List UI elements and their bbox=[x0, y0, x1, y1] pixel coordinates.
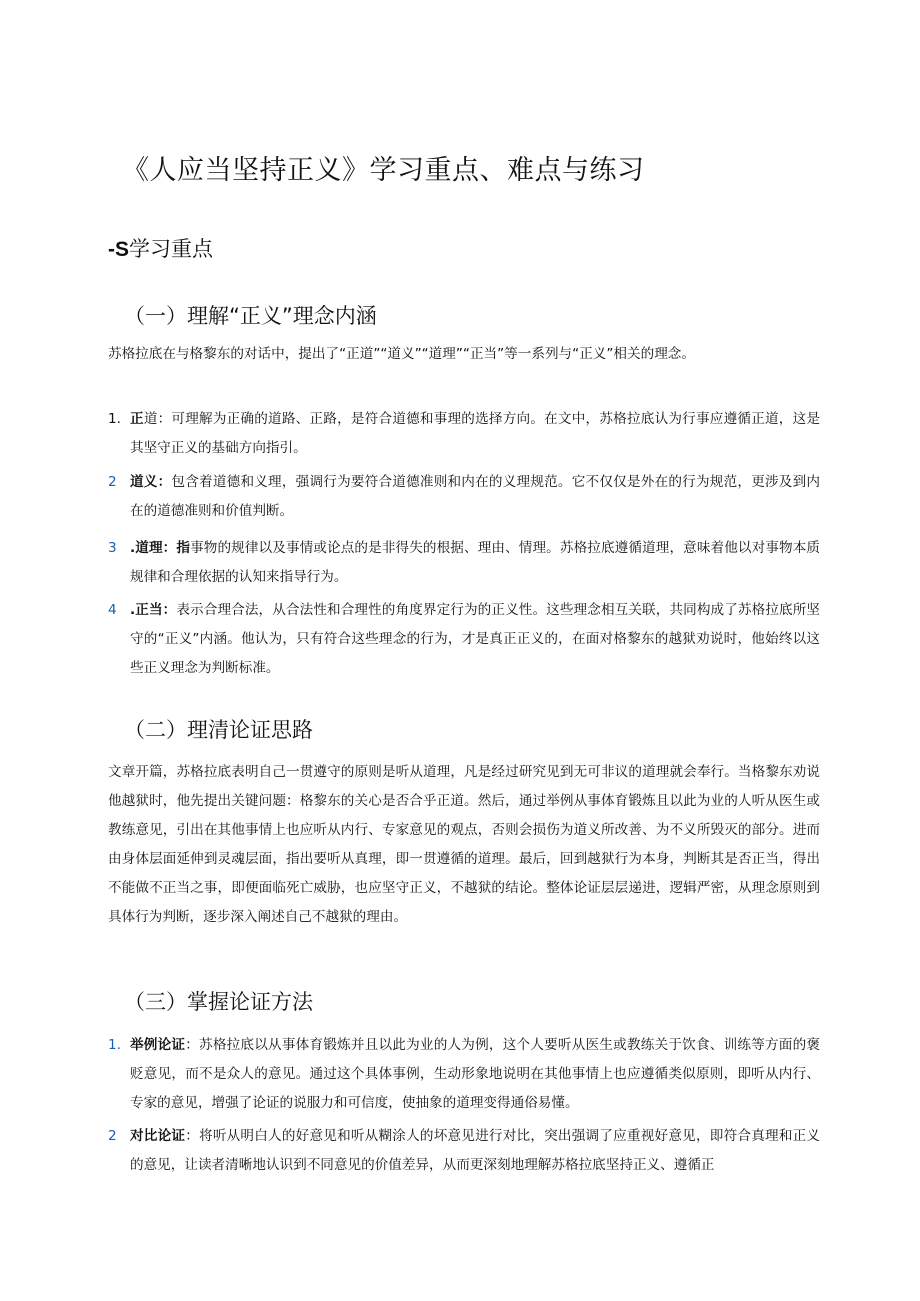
item-number: 2 bbox=[108, 474, 117, 490]
item-number: 2 bbox=[108, 1128, 117, 1144]
list-item bbox=[108, 1031, 820, 1118]
section-heading-text: 学习重点 bbox=[129, 237, 213, 261]
item-number: 1. bbox=[108, 1037, 121, 1053]
section-heading-key-points bbox=[108, 233, 213, 263]
list-item bbox=[108, 1122, 820, 1180]
list-item bbox=[108, 596, 820, 683]
item-number: 4 bbox=[108, 602, 117, 618]
list-item bbox=[108, 468, 820, 526]
item-term: 举例论证 bbox=[130, 1037, 186, 1053]
item-number: 1. bbox=[108, 411, 121, 427]
subheading-argument-logic: （二）理清论证思路 bbox=[124, 718, 313, 742]
item-term: .道理：指 bbox=[130, 540, 191, 556]
list-item bbox=[108, 534, 820, 592]
subheading-justice-concept: （一）理解“正义”理念内涵 bbox=[124, 304, 377, 328]
document-title: 《人应当坚持正义》学习重点、难点与练习 bbox=[122, 155, 645, 186]
item-text: ：苏格拉底以从事体育锻炼并且以此为业的人为例，这个人要听从医生或教练关于饮食、训练等方面的褒贬意见，而不是众人的意见。通过这个具体事例，生动形象地说明在其他事情上也应遵循类似原则，即听从内行、专家的意见，增强了论证的说服力和可信度，使抽象的道理变得通俗易懂。 bbox=[130, 1037, 820, 1111]
section-prefix: -S bbox=[108, 238, 129, 261]
item-text: 事物的规律以及事情或论点的是非得失的根据、理由、情理。苏格拉底遵循道理，意味着他以对事物本质规律和合理依据的认知来指导行为。 bbox=[130, 540, 820, 585]
item-term: 对比论证 bbox=[130, 1128, 186, 1144]
item-term: 道义： bbox=[130, 474, 172, 490]
intro-paragraph: 苏格拉底在与格黎东的对话中，提出了“正道”“道义”“道理”“正当”等一系列与“正义”相关的理念。 bbox=[108, 346, 695, 362]
list-item bbox=[108, 405, 820, 463]
argument-paragraph: 文章开篇，苏格拉底表明自己一贯遵守的原则是听从道理，凡是经过研究见到无可非议的道理就会奉行。当格黎东劝说他越狱时，他先提出关键问题：格黎东的关心是否合乎正道。然后，通过举例从事体育锻炼且以此为业的人听从医生或教练意见，引出在其他事情上也应听从内行、专家意见的观点，否则会损伤为道义所改善、为不义所毁灭的部分。进而由身体层面延伸到灵魂层面，指出要听从真理，即一贯遵循的道理。最后，回到越狱行为本身，判断其是否正当，得出不能做不正当之事，即便面临死亡威胁，也应坚守正义，不越狱的结论。整体论证层层递进，逻辑严密，从理念原则到具体行为判断，逐步深入阐述自己不越狱的理由。 bbox=[108, 764, 820, 925]
item-text: 包含着道德和义理，强调行为要符合道德准则和内在的义理规范。它不仅仅是外在的行为规范，更涉及到内在的道德准则和价值判断。 bbox=[130, 474, 821, 519]
subheading-argument-methods: （三）掌握论证方法 bbox=[124, 990, 313, 1014]
item-text: 表示合理合法，从合法性和合理性的角度界定行为的正义性。这些理念相互关联，共同构成了苏格拉底所坚守的“正义”内涵。他认为，只有符合这些理念的行为，才是真正正义的，在面对格黎东的越狱劝说时，他始终以这些正义理念为判断标准。 bbox=[130, 602, 820, 676]
item-text: ：将听从明白人的好意见和听从糊涂人的坏意见进行对比，突出强调了应重视好意见，即符合真理和正义的意见，让读者清晰地认识到不同意见的价值差异，从而更深刻地理解苏格拉底坚持正义、遵循正 bbox=[130, 1128, 820, 1173]
item-number: 3 bbox=[108, 540, 117, 556]
item-text: 道：可理解为正确的道路、正路，是符合道德和事理的选择方向。在文中，苏格拉底认为行事应遵循正道，这是其坚守正义的基础方向指引。 bbox=[130, 411, 821, 456]
item-term: .正当： bbox=[130, 602, 177, 618]
item-term: 正 bbox=[130, 411, 144, 427]
